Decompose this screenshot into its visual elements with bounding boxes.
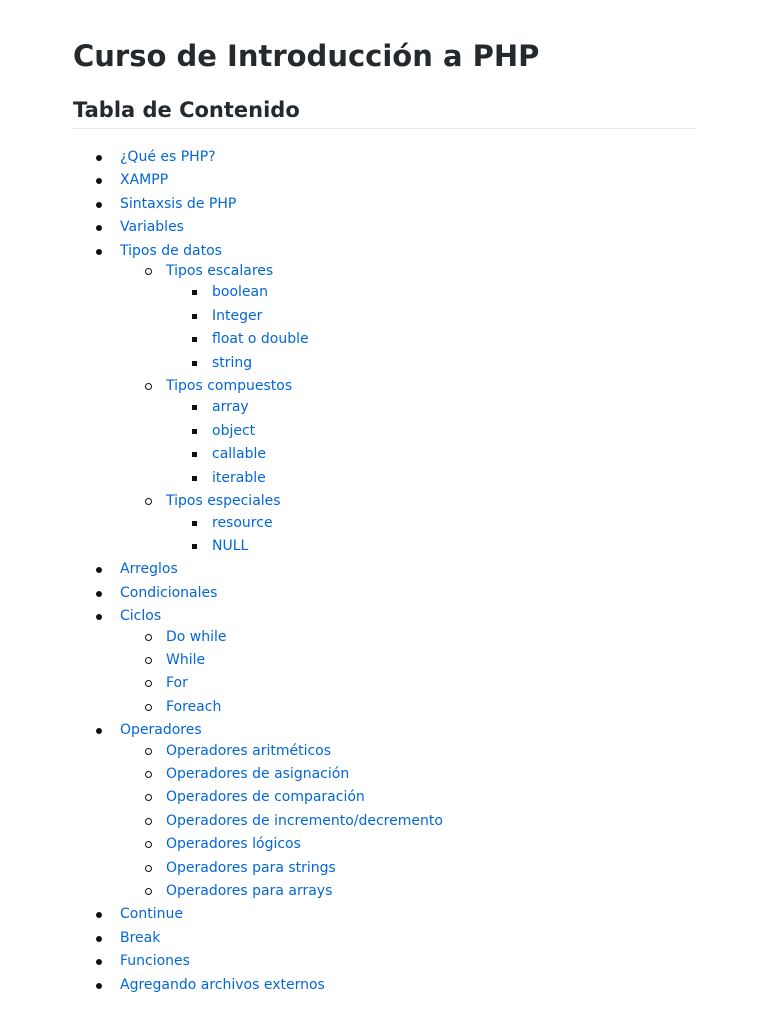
toc-link[interactable]: Ciclos xyxy=(120,608,162,625)
bullet-circle-icon xyxy=(145,383,152,390)
toc-item xyxy=(73,193,695,216)
toc-item xyxy=(73,950,695,973)
toc-link[interactable]: Integer xyxy=(212,307,263,324)
toc-link[interactable]: Foreach xyxy=(166,698,222,715)
toc-item xyxy=(73,240,695,559)
toc-link[interactable]: Tipos compuestos xyxy=(166,378,293,395)
toc-link[interactable]: object xyxy=(212,422,256,439)
toc-link[interactable]: Break xyxy=(120,929,161,946)
toc-link[interactable]: Operadores lógicos xyxy=(166,836,301,853)
toc-item xyxy=(73,146,695,169)
toc-link[interactable]: iterable xyxy=(212,469,266,486)
toc-link[interactable]: For xyxy=(166,675,188,692)
bullet-circle-icon xyxy=(145,657,152,664)
toc-item xyxy=(166,396,695,419)
toc-item xyxy=(120,672,695,695)
bullet-disc-icon xyxy=(96,155,102,161)
toc-item xyxy=(166,535,695,558)
page-title: Curso de Introducción a PHP xyxy=(73,39,540,73)
bullet-circle-icon xyxy=(145,498,152,505)
toc-item xyxy=(120,857,695,880)
toc-item xyxy=(73,927,695,950)
bullet-disc-icon xyxy=(96,728,102,734)
toc-link[interactable]: callable xyxy=(212,446,267,463)
toc-sublist xyxy=(120,260,695,558)
toc-item xyxy=(73,216,695,239)
bullet-disc-icon xyxy=(96,936,102,942)
toc-link[interactable]: Tipos escalares xyxy=(166,263,274,280)
bullet-circle-icon xyxy=(145,771,152,778)
bullet-circle-icon xyxy=(145,748,152,755)
toc-link[interactable]: Condicionales xyxy=(120,584,218,601)
toc-item xyxy=(166,352,695,375)
bullet-circle-icon xyxy=(145,818,152,825)
toc-sublist xyxy=(166,512,695,559)
toc-item xyxy=(73,558,695,581)
bullet-square-icon xyxy=(192,361,197,366)
toc-link[interactable]: Operadores de comparación xyxy=(166,789,365,806)
bullet-square-icon xyxy=(192,290,197,295)
bullet-square-icon xyxy=(192,476,197,481)
bullet-circle-icon xyxy=(145,888,152,895)
bullet-disc-icon xyxy=(96,912,102,918)
toc-link[interactable]: Do while xyxy=(166,628,227,645)
toc-link[interactable]: Operadores de incremento/decremento xyxy=(166,812,443,829)
toc-link[interactable]: Continue xyxy=(120,906,183,923)
bullet-square-icon xyxy=(192,337,197,342)
bullet-circle-icon xyxy=(145,794,152,801)
toc-link[interactable]: Agregando archivos externos xyxy=(120,976,325,993)
toc-link[interactable]: boolean xyxy=(212,284,268,301)
bullet-circle-icon xyxy=(145,634,152,641)
toc-link[interactable]: Funciones xyxy=(120,953,190,970)
toc-link[interactable]: Tipos de datos xyxy=(120,242,222,259)
bullet-square-icon xyxy=(192,429,197,434)
toc-item xyxy=(73,582,695,605)
bullet-disc-icon xyxy=(96,567,102,573)
toc-link[interactable]: resource xyxy=(212,514,273,531)
toc-link[interactable]: Operadores para strings xyxy=(166,859,336,876)
bullet-circle-icon xyxy=(145,704,152,711)
toc-link[interactable]: XAMPP xyxy=(120,172,169,189)
toc-link[interactable]: Arreglos xyxy=(120,561,178,578)
toc-item xyxy=(166,512,695,535)
toc-link[interactable]: Tipos especiales xyxy=(166,493,281,510)
toc-link[interactable]: string xyxy=(212,354,253,371)
toc-link[interactable]: Variables xyxy=(120,219,184,236)
bullet-circle-icon xyxy=(145,680,152,687)
toc-item xyxy=(120,260,695,375)
toc-item xyxy=(73,169,695,192)
toc-item xyxy=(166,281,695,304)
toc-item xyxy=(120,375,695,490)
toc-sublist xyxy=(166,396,695,490)
toc-sublist xyxy=(120,626,695,720)
toc-item xyxy=(120,763,695,786)
bullet-square-icon xyxy=(192,314,197,319)
bullet-circle-icon xyxy=(145,865,152,872)
toc-link[interactable]: Operadores para arrays xyxy=(166,883,333,899)
toc-link[interactable]: array xyxy=(212,399,249,416)
toc-item xyxy=(166,443,695,466)
bullet-square-icon xyxy=(192,405,197,410)
toc-item xyxy=(73,903,695,926)
toc-list xyxy=(73,146,695,997)
bullet-disc-icon xyxy=(96,249,102,255)
table-of-contents xyxy=(73,146,695,997)
bullet-square-icon xyxy=(192,452,197,457)
bullet-disc-icon xyxy=(96,202,102,208)
bullet-disc-icon xyxy=(96,959,102,965)
toc-item xyxy=(120,740,695,763)
toc-item xyxy=(73,605,695,719)
bullet-circle-icon xyxy=(145,841,152,848)
toc-item xyxy=(120,649,695,672)
section-heading: Tabla de Contenido xyxy=(73,94,695,129)
toc-link[interactable]: Operadores xyxy=(120,722,202,739)
toc-link[interactable]: While xyxy=(166,651,206,668)
bullet-square-icon xyxy=(192,544,197,549)
toc-item xyxy=(166,328,695,351)
toc-link[interactable]: Operadores de asignación xyxy=(166,765,350,782)
toc-item xyxy=(120,810,695,833)
toc-item xyxy=(73,719,695,903)
bullet-disc-icon xyxy=(96,614,102,620)
toc-sublist xyxy=(166,281,695,375)
toc-sublist xyxy=(120,740,695,904)
toc-item xyxy=(120,696,695,719)
bullet-disc-icon xyxy=(96,178,102,184)
toc-item xyxy=(120,833,695,856)
toc-link[interactable]: NULL xyxy=(212,537,249,554)
toc-item xyxy=(166,305,695,328)
toc-link[interactable]: Operadores aritméticos xyxy=(166,742,332,759)
bullet-square-icon xyxy=(192,521,197,526)
toc-link[interactable]: float o double xyxy=(212,331,309,348)
toc-item xyxy=(73,974,695,997)
bullet-disc-icon xyxy=(96,591,102,597)
bullet-disc-icon xyxy=(96,225,102,231)
toc-link[interactable]: ¿Qué es PHP? xyxy=(120,149,216,165)
toc-item xyxy=(120,880,695,903)
toc-link[interactable]: Sintaxsis de PHP xyxy=(120,195,237,212)
bullet-disc-icon xyxy=(96,983,102,989)
bullet-circle-icon xyxy=(145,268,152,275)
toc-item xyxy=(166,467,695,490)
toc-item xyxy=(166,420,695,443)
toc-item xyxy=(120,626,695,649)
toc-item xyxy=(120,490,695,558)
toc-item xyxy=(120,786,695,809)
